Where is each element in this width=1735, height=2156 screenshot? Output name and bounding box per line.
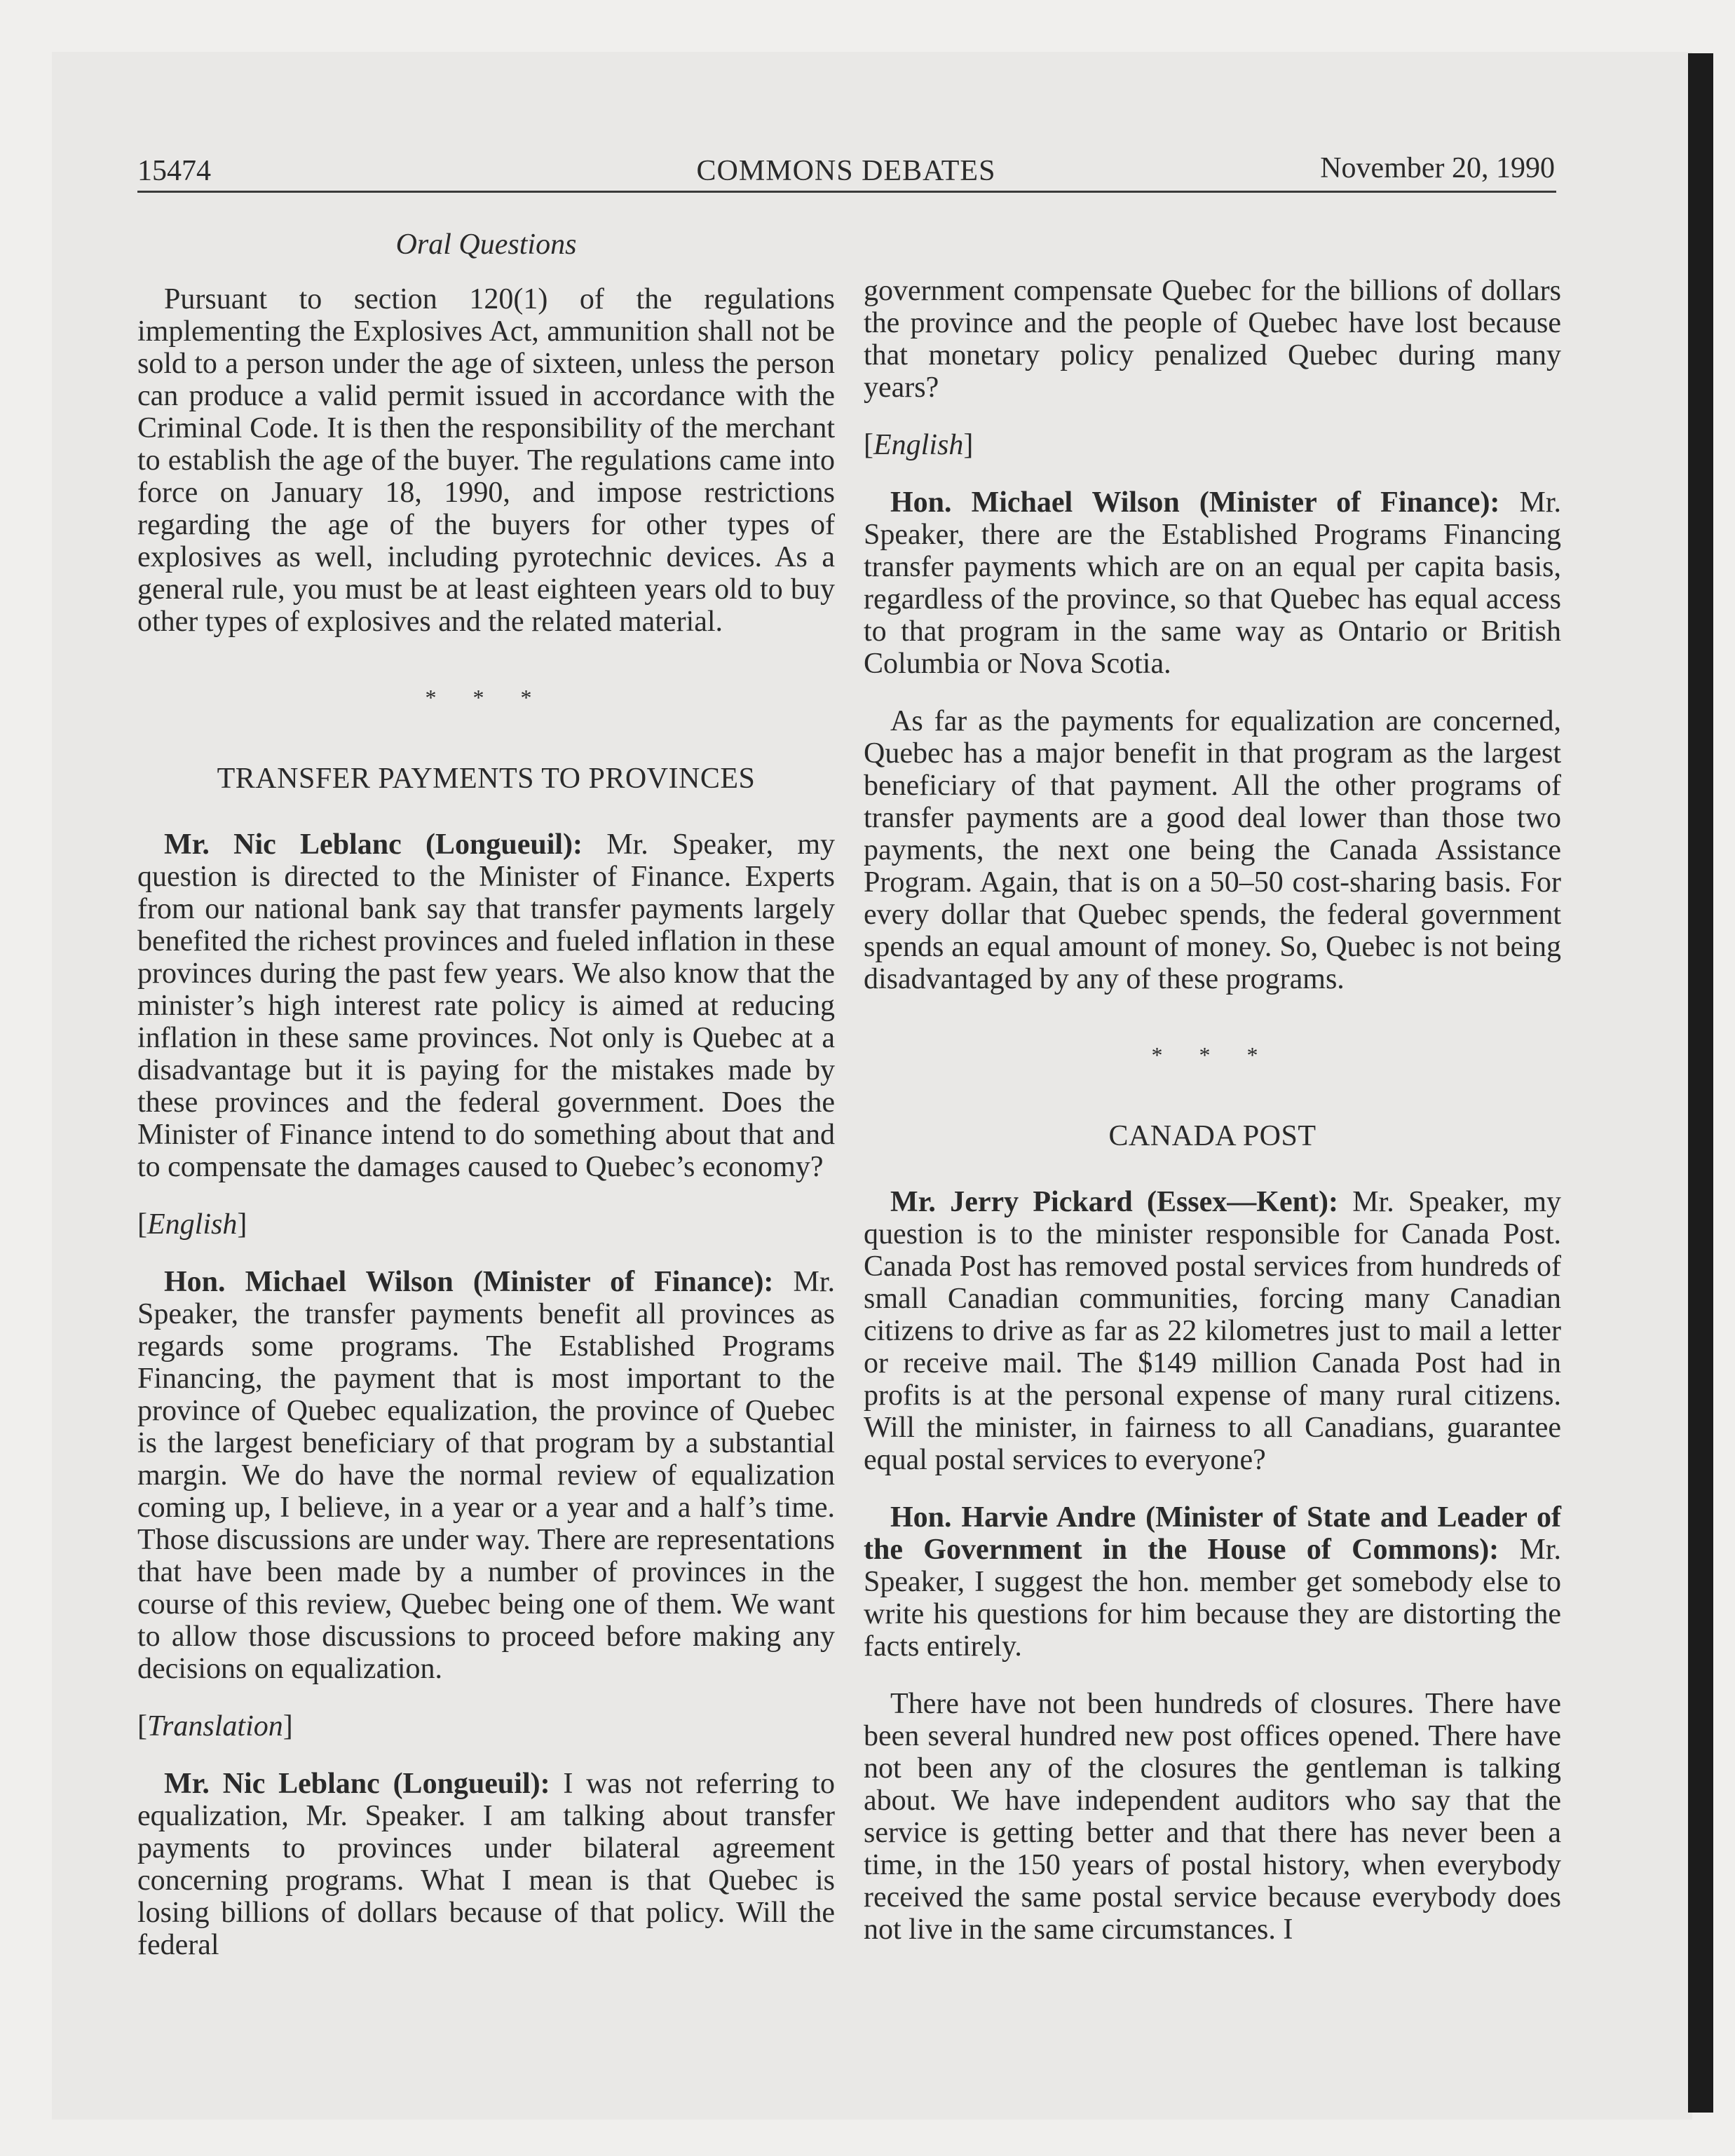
language-label: English — [147, 1208, 238, 1241]
speaker-name: Mr. Nic Leblanc (Longueuil): — [164, 828, 583, 861]
running-head — [137, 149, 1555, 191]
section-separator: * * * — [425, 685, 547, 710]
paragraph-wilson-reply — [864, 486, 1561, 680]
language-label: English — [873, 429, 964, 461]
language-marker: [Translation] — [137, 1710, 293, 1742]
speech-text: Mr. Speaker, my question is to the minister responsible for Canada Post. Canada Post has removed postal services from hundreds of small Canadian communities, forcing many Canadian citizens to drive as far as 22 kilometres just to mail a letter or receive mail. The $149 million Canada Post had in profits is at the personal expense of many rural citizens. Will the minister, in fairness to all Canadians, guarantee equal postal services to everyone? — [864, 1186, 1561, 1476]
right-column — [864, 275, 1561, 1971]
paragraph-wilson-answer — [137, 1266, 835, 1685]
journal-title: COMMONS DEBATES — [696, 155, 996, 187]
speech-text: Mr. Speaker, there are the Established Programs Financing transfer payments which are on an equal per capita basis, regardless of the province, so that Quebec has equal access to that program in the same way as Ontario or British Columbia or Nova Scotia. — [864, 486, 1561, 680]
header-rule — [137, 191, 1556, 193]
speaker-name: Hon. Harvie Andre (Minister of State and Leader of the Government in the House of Commons): — [864, 1501, 1561, 1566]
paragraph-leblanc-continued: government compensate Quebec for the billions of dollars the province and the people of Quebec have lost because that monetary policy penalized Quebec during many years? — [864, 275, 1561, 404]
speech-text: Mr. Speaker, I suggest the hon. member get somebody else to write his questions for him because they are distorting the facts entirely. — [864, 1534, 1562, 1663]
speaker-name: Mr. Nic Leblanc (Longueuil): — [164, 1768, 550, 1800]
section-separator: * * * — [1151, 1042, 1274, 1067]
page-number: 15474 — [137, 155, 211, 187]
paragraph-explosives: Pursuant to section 120(1) of the regulations implementing the Explosives Act, ammunition shall not be sold to a person under the age of sixteen, unless the person can produce a valid permit issued in accordance with the Criminal Code. It is then the responsibility of the merchant to establish the age of the buyer. The regulations came into force on January 18, 1990, and impose restrictions regarding the age of the buyers for other types of explosives as well, including pyrotechnic devices. As a general rule, you must be at least eighteen years old to buy other types of explosives and the related material. — [137, 283, 835, 638]
speaker-name: Mr. Jerry Pickard (Essex—Kent): — [890, 1186, 1338, 1218]
language-marker: [English] — [864, 429, 974, 461]
page-edge-shadow — [1688, 53, 1713, 2113]
language-marker: [English] — [137, 1208, 247, 1241]
paragraph-pickard-question — [864, 1186, 1561, 1476]
paragraph-leblanc-question — [137, 828, 835, 1183]
speech-text: I was not referring to equalization, Mr. Speaker. I am talking about transfer payments to provinces under bilateral agreement concerning programs. What I mean is that Quebec is losing billions of dollars because of that policy. Will the federal — [137, 1768, 835, 1961]
speaker-name: Hon. Michael Wilson (Minister of Finance): — [890, 486, 1500, 519]
speech-text: Mr. Speaker, my question is directed to the Minister of Finance. Experts from our national bank say that transfer payments largely benefited the richest provinces and fueled inflation in these provinces during the past few years. We also know that the minister’s high interest rate policy is aimed at reducing inflation in these same provinces. Not only is Quebec at a disadvantage but it is paying for the mistakes made by these provinces and the federal government. Does the Minister of Finance intend to do something about that and to compensate the damages caused to Quebec’s economy? — [137, 828, 835, 1183]
section-tag: Oral Questions — [395, 228, 577, 261]
speech-text: Mr. Speaker, the transfer payments benefit all provinces as regards some programs. The Established Programs Financing, the payment that is most important to the province of Quebec equalization, the province of Quebec is the largest beneficiary of that program by a substantial margin. We do have the normal review of equalization coming up, I believe, in a year or a year and a half’s time. Those discussions are under way. There are representations that have been made by a number of provinces in the course of this review, Quebec being one of them. We want to allow those discussions to proceed before making any decisions on equalization. — [137, 1266, 835, 1685]
paragraph-equalization: As far as the payments for equalization are concerned, Quebec has a major benefit in that program as the largest beneficiary of that payment. All the other programs of transfer payments are a good deal lower than those two payments, the next one being the Canada Assistance Program. Again, that is on a 50–50 cost-sharing basis. For every dollar that Quebec spends, the federal government spends an equal amount of money. So, Quebec is not being disadvantaged by any of these programs. — [864, 705, 1561, 995]
section-heading-transfer-payments: TRANSFER PAYMENTS TO PROVINCES — [217, 763, 756, 795]
speaker-name: Hon. Michael Wilson (Minister of Finance): — [164, 1266, 774, 1298]
paragraph-andre-answer — [864, 1501, 1561, 1663]
issue-date: November 20, 1990 — [1320, 152, 1555, 184]
section-heading-canada-post: CANADA POST — [1108, 1120, 1316, 1152]
left-column — [137, 210, 835, 1986]
language-label: Translation — [147, 1710, 283, 1742]
paragraph-closures: There have not been hundreds of closures. There have been several hundred new post offices opened. There have not been any of the closures the gentleman is talking about. We have independent auditors who say that the service is getting better and that there has never been a time, in the 150 years of postal history, when everybody received the same postal service because everybody does not live in the same circumstances. I — [864, 1688, 1561, 1946]
paragraph-leblanc-followup — [137, 1768, 835, 1961]
